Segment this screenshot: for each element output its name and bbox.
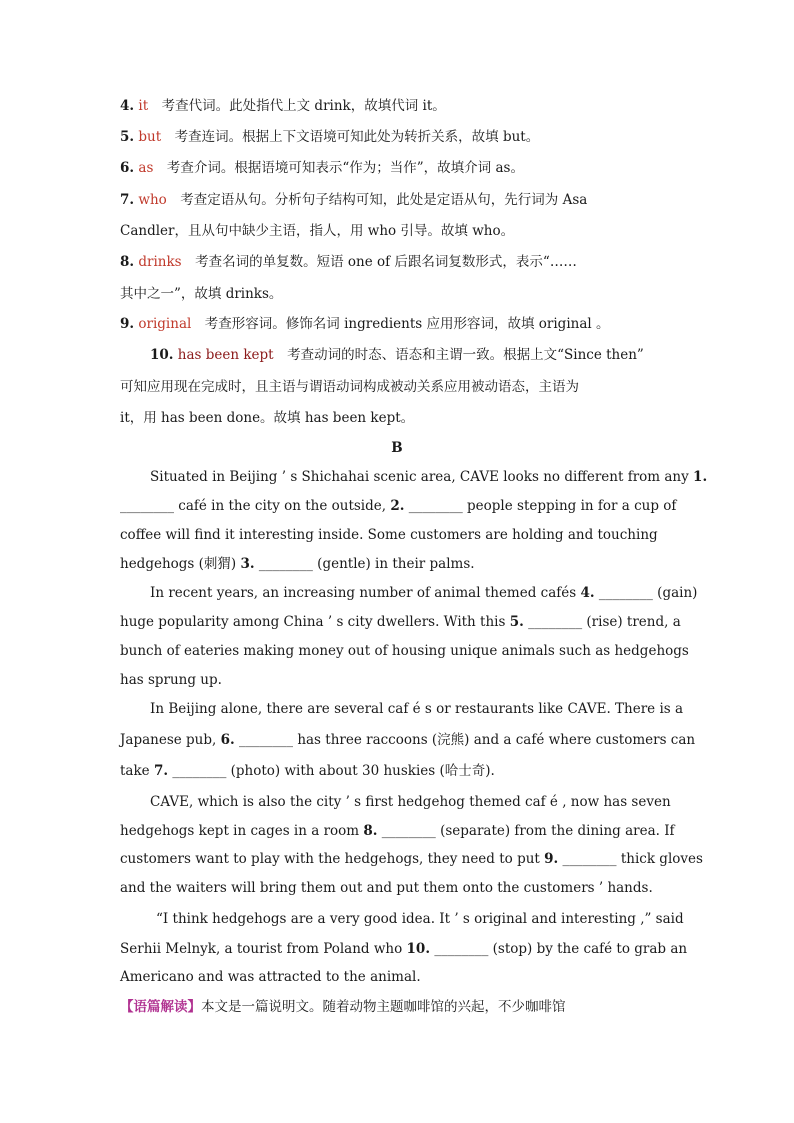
reading-note: 【语篇解读】本文是一篇说明文。随着动物主题咖啡馆的兴起，不少咖啡馆 <box>120 999 566 1015</box>
blank-1[interactable]: ________ <box>120 498 174 514</box>
answer-5: 5. but 考查连词。根据上下文语境可知此处为转折关系，故填 but。 <box>120 129 540 145</box>
blank-5[interactable]: ________ <box>528 614 583 630</box>
answer-word: original <box>138 316 192 332</box>
passage-line: bunch of eateries making money out of housing unique animals such as hedgehogs <box>120 643 689 659</box>
answer-word: who <box>138 192 167 208</box>
answer-10-cont: 可知应用现在完成时，且主语与谓语动词构成被动关系应用被动语态，主语为 <box>120 379 579 395</box>
answer-7-cont: Candler，且从句中缺少主语，指人，用 who 引导。故填 who。 <box>120 223 515 239</box>
passage-line: hedgehogs kept in cages in a room 8. ________ (separate) from the dining area. If <box>120 823 675 839</box>
answer-8-cont: 其中之一”，故填 drinks。 <box>120 286 283 302</box>
passage-line: hedgehogs (刺猬) 3. ________ (gentle) in their palms. <box>120 556 475 572</box>
answer-7: 7. who 考查定语从句。分析句子结构可知，此处是定语从句，先行词为 Asa <box>120 192 588 208</box>
answer-9: 9. original 考查形容词。修饰名词 ingredients 应用形容词，故填 original 。 <box>120 316 610 332</box>
passage-line: Japanese pub, 6. ________ has three raccoons (浣熊) and a café where customers can <box>120 732 696 748</box>
answer-4: 4. it 考查代词。此处指代上文 drink，故填代词 it。 <box>120 98 446 114</box>
blank-6[interactable]: ________ <box>239 732 294 748</box>
passage-line: coffee will find it interesting inside. Some customers are holding and touching <box>120 527 658 543</box>
answer-word: it <box>138 98 149 114</box>
blank-4[interactable]: ________ <box>598 585 653 601</box>
blank-3[interactable]: ________ <box>258 556 313 572</box>
blank-10[interactable]: ________ <box>434 941 489 957</box>
passage-line: ________ café in the city on the outside, 2. ________ people stepping in for a cup of <box>120 498 677 514</box>
answer-10: 10. has been kept 考查动词的时态、语态和主谓一致。根据上文“Since then” <box>150 347 644 363</box>
answer-word: but <box>138 129 162 145</box>
answer-word: as <box>138 160 154 176</box>
blank-7[interactable]: ________ <box>172 763 227 779</box>
blank-2[interactable]: ________ <box>408 498 463 514</box>
passage-line: In recent years, an increasing number of animal themed cafés 4. ________ (gain) <box>150 585 698 601</box>
reading-tag: 【语篇解读】 <box>120 999 201 1015</box>
passage-line: customers want to play with the hedgehogs, they need to put 9. ________ thick gloves <box>120 851 703 867</box>
passage-line: “I think hedgehogs are a very good idea. It ’ s original and interesting ,” said <box>156 911 684 927</box>
passage-line: In Beijing alone, there are several caf é s or restaurants like CAVE. There is a <box>150 701 684 717</box>
answer-8: 8. drinks 考查名词的单复数。短语 one of 后跟名词复数形式，表示“…… <box>120 254 577 270</box>
answer-word: has been kept <box>177 347 274 363</box>
answer-10-cont2: it，用 has been done。故填 has been kept。 <box>120 410 415 426</box>
passage-line: Serhii Melnyk, a tourist from Poland who 10. ________ (stop) by the café to grab an <box>120 941 688 957</box>
passage-line: Situated in Beijing ’ s Shichahai scenic area, CAVE looks no different from any 1. <box>150 469 708 485</box>
passage-line: take 7. ________ (photo) with about 30 huskies (哈士奇). <box>120 763 495 779</box>
blank-8[interactable]: ________ <box>381 823 436 839</box>
passage-line: Americano and was attracted to the animal. <box>120 969 421 985</box>
passage-line: and the waiters will bring them out and put them onto the customers ’ hands. <box>120 880 653 896</box>
passage-line: huge popularity among China ’ s city dwellers. With this 5. ________ (rise) trend, a <box>120 614 681 630</box>
answer-word: drinks <box>138 254 182 270</box>
section-heading: B <box>391 440 403 456</box>
passage-line: CAVE, which is also the city ’ s first hedgehog themed caf é , now has seven <box>150 794 671 810</box>
answer-6: 6. as 考查介词。根据语境可知表示“作为；当作”，故填介词 as。 <box>120 160 524 176</box>
passage-line: has sprung up. <box>120 672 222 688</box>
blank-9[interactable]: ________ <box>562 851 617 867</box>
